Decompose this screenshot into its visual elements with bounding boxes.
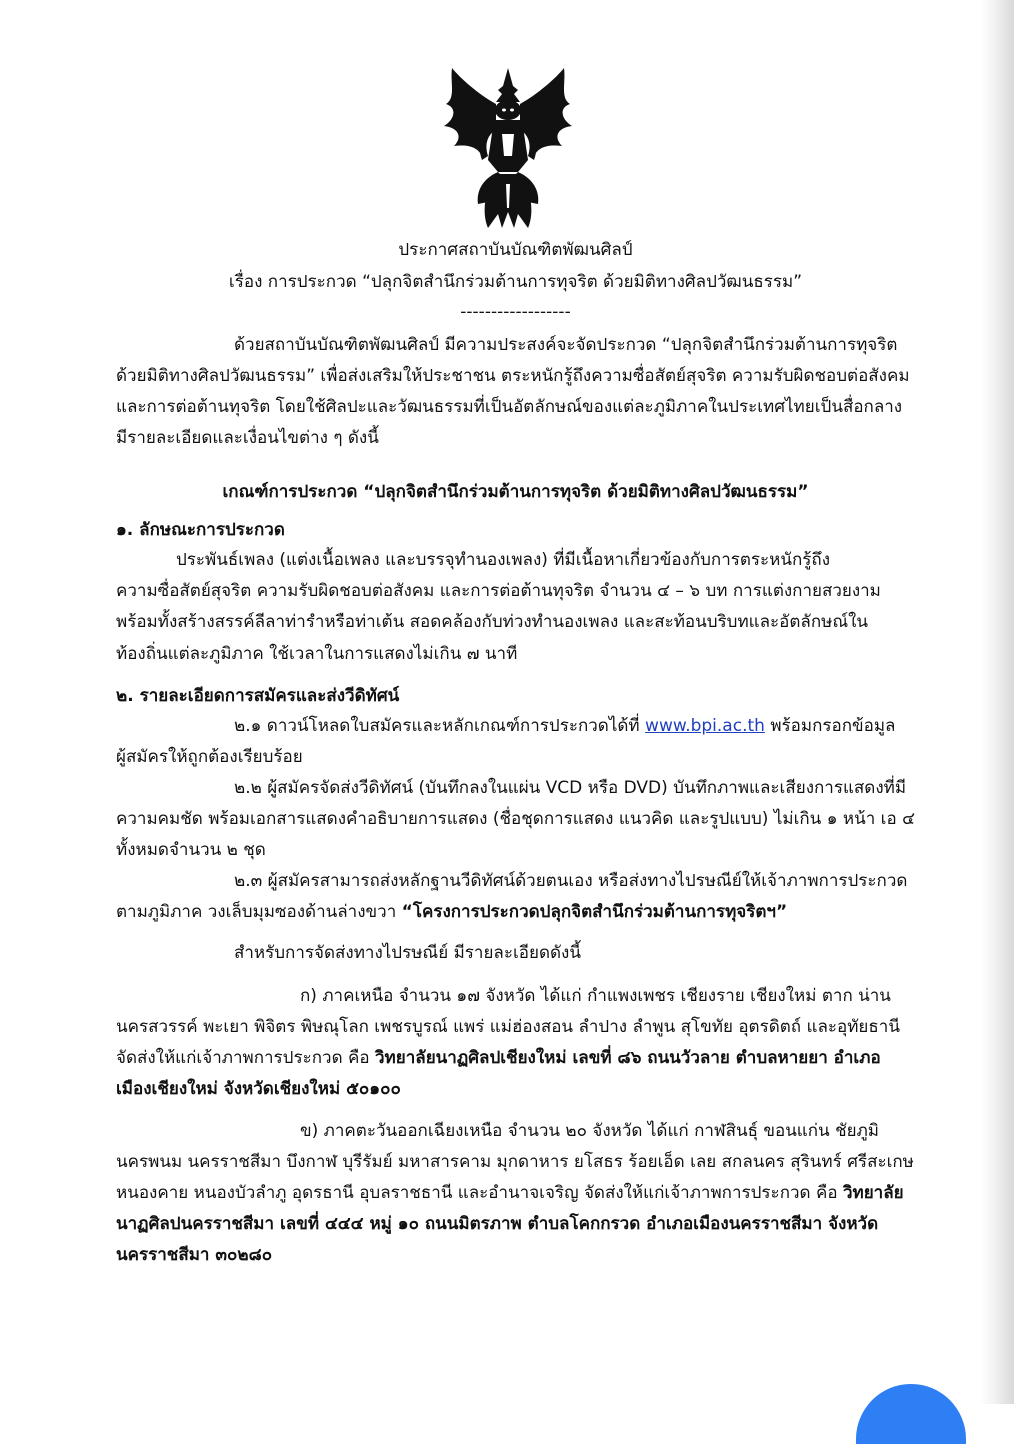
section2-title: ๒. รายละเอียดการสมัครและส่งวีดิทัศน์ (116, 686, 400, 706)
section2-item1-line-2: ผู้สมัครให้ถูกต้องเรียบร้อย (116, 747, 303, 767)
northeast-line-4: นาฏศิลปนครราชสีมา เลขที่ ๔๔๔ หมู่ ๑๐ ถนนมิตรภาพ ตำบลโคกกรวด อำเภอเมืองนครราชสีมา จังหวัด (116, 1214, 879, 1234)
item3-text: ตามภูมิภาค วงเล็บมุมซองด้านล่างขวา (116, 902, 402, 922)
section1-title: ๑. ลักษณะการประกวด (116, 520, 285, 540)
northeast-line-1: ข) ภาคตะวันออกเฉียงเหนือ จำนวน ๒๐ จังหวัด ได้แก่ กาฬสินธุ์ ขอนแก่น ชัยภูมิ (300, 1121, 879, 1141)
section2-item3-line-1: ๒.๓ ผู้สมัครสามารถส่งหลักฐานวีดิทัศน์ด้วยตนเอง หรือส่งทางไปรษณีย์ให้เจ้าภาพการประกวด (234, 871, 908, 891)
website-link[interactable]: www.bpi.ac.th (645, 716, 765, 736)
item1-text: ๒.๑ ดาวน์โหลดใบสมัครและหลักเกณฑ์การประกวดได้ที่ (234, 716, 646, 736)
envelope-label: “โครงการประกวดปลุกจิตสำนึกร่วมต้านการทุจริตฯ” (401, 902, 788, 922)
item1-text-after: พร้อมกรอกข้อมูล (764, 716, 896, 736)
section1-line-3: พร้อมทั้งสร้างสรรค์ลีลาท่ารำหรือท่าเต้น สอดคล้องกับท่วงทำนองเพลง และสะท้อนบริบทและอัตลักษณ์ใน (116, 612, 869, 632)
northeast-line-2: นครพนม นครราชสีมา บึงกาฬ บุรีรัมย์ มหาสารคาม มุกดาหาร ยโสธร ร้อยเอ็ด เลย สกลนคร สุรินทร์ ศรีสะเกษ (116, 1152, 914, 1172)
north-line-2: นครสวรรค์ พะเยา พิจิตร พิษณุโลก เพชรบูรณ์ แพร่ แม่ฮ่องสอน ลำปาง ลำพูน สุโขทัย อุตรดิตถ์ และอุทัยธานี (116, 1017, 900, 1037)
announcement-subject: เรื่อง การประกวด “ปลุกจิตสำนึกร่วมต้านการทุจริต ด้วยมิติทางศิลปวัฒนธรรม” (228, 272, 803, 292)
northeast-host-name: วิทยาลัย (842, 1183, 904, 1203)
section1-line-2: ความซื่อสัตย์สุจริต ความรับผิดชอบต่อสังคม และการต่อต้านทุจริต จำนวน ๔ – ๖ บท การแต่งกายสวยงาม (116, 581, 881, 601)
northeast-host-intro: หนองคาย หนองบัวลำภู อุดรธานี อุบลราชธานี และอำนาจเจริญ จัดส่งให้แก่เจ้าภาพการประกวด คือ (116, 1183, 843, 1203)
section1-line-4: ท้องถิ่นแต่ละภูมิภาค ใช้เวลาในการแสดงไม่เกิน ๗ นาที (116, 644, 518, 664)
northeast-line-3 (116, 1181, 904, 1205)
section2-item2-line-3: ทั้งหมดจำนวน ๒ ชุด (116, 840, 266, 860)
section2-item2-line-1: ๒.๒ ผู้สมัครจัดส่งวีดิทัศน์ (บันทึกลงในแผ่น VCD หรือ DVD) บันทึกภาพและเสียงการแสดงที่มี (234, 778, 907, 798)
intro-line-3: และการต่อต้านทุจริต โดยใช้ศิลปะและวัฒนธรรมที่เป็นอัตลักษณ์ของแต่ละภูมิภาคในประเทศไทยเป็นสื่อกลาง (116, 397, 903, 417)
north-host-intro: จัดส่งให้แก่เจ้าภาพการประกวด คือ (116, 1048, 376, 1068)
section2-item3-line-2 (116, 900, 787, 924)
intro-line-2: ด้วยมิติทางศิลปวัฒนธรรม” เพื่อส่งเสริมให้ประชาชน ตระหนักรู้ถึงความซื่อสัตย์สุจริต ความรับผิดชอบต่อสังคม (116, 366, 910, 386)
north-line-4: เมืองเชียงใหม่ จังหวัดเชียงใหม่ ๕๐๑๐๐ (116, 1079, 401, 1099)
announcement-title: ประกาศสถาบันบัณฑิตพัฒนศิลป์ (398, 240, 633, 260)
north-line-1: ก) ภาคเหนือ จำนวน ๑๗ จังหวัด ได้แก่ กำแพงเพชร เชียงราย เชียงใหม่ ตาก น่าน (300, 986, 891, 1006)
northeast-line-5: นครราชสีมา ๓๐๒๘๐ (116, 1245, 273, 1265)
section2-item2-line-2: ความคมชัด พร้อมเอกสารแสดงคำอธิบายการแสดง (ชื่อชุดการแสดง แนวคิด และรูปแบบ) ไม่เกิน ๑ หน้า เอ ๔ (116, 809, 915, 829)
page-edge-shadow (980, 0, 1014, 1404)
criteria-heading: เกณฑ์การประกวด “ปลุกจิตสำนึกร่วมต้านการทุจริต ด้วยมิติทางศิลปวัฒนธรรม” (222, 482, 809, 502)
intro-line-4: มีรายละเอียดและเงื่อนไขต่าง ๆ ดังนี้ (116, 428, 379, 448)
north-line-3 (116, 1046, 881, 1070)
intro-line-1: ด้วยสถาบันบัณฑิตพัฒนศิลป์ มีความประสงค์จะจัดประกวด “ปลุกจิตสำนึกร่วมต้านการทุจริต (234, 335, 898, 355)
postal-intro: สำหรับการจัดส่งทางไปรษณีย์ มีรายละเอียดดังนี้ (234, 943, 581, 963)
section1-line-1: ประพันธ์เพลง (แต่งเนื้อเพลง และบรรจุทำนองเพลง) ที่มีเนื้อหาเกี่ยวข้องกับการตระหนักรู้ถึง (176, 550, 831, 570)
north-host-address: วิทยาลัยนาฏศิลปเชียงใหม่ เลขที่ ๘๖ ถนนวัวลาย ตำบลหายยา อำเภอ (375, 1048, 881, 1068)
section2-item1-line-1 (234, 714, 895, 738)
garuda-emblem-icon (438, 64, 578, 232)
heading-divider: ------------------ (460, 302, 571, 322)
